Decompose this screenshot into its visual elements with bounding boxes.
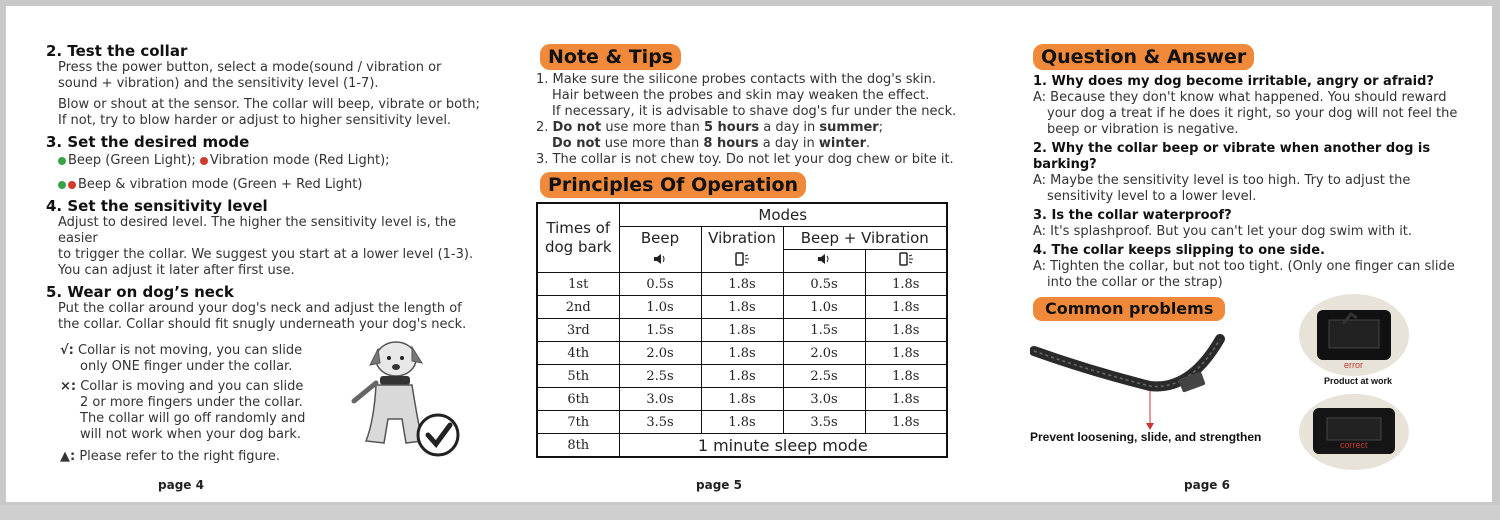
timing-cell: 1.5s xyxy=(619,319,701,342)
operation-rows xyxy=(537,273,947,434)
row-label: 6th xyxy=(537,388,619,411)
text-span: Please refer to the right figure. xyxy=(79,449,280,464)
operation-title: Principles Of Operation xyxy=(540,172,806,198)
timing-cell: 1.8s xyxy=(865,319,947,342)
header-times xyxy=(537,203,619,273)
page-number: page 5 xyxy=(696,478,742,492)
text-line: sound + vibration) and the sensitivity level (1-7). xyxy=(58,76,379,91)
text-span: Beep & vibration mode (Green + Red Light) xyxy=(78,177,363,192)
text-span: 8 hours xyxy=(703,136,759,151)
header-beep: Beep xyxy=(619,227,701,250)
dog-collar-illustration xyxy=(336,331,466,461)
timing-cell: 1.8s xyxy=(865,411,947,434)
row-label: 3rd xyxy=(537,319,619,342)
triangle-icon: ▲: xyxy=(60,449,76,464)
table-row xyxy=(537,388,947,411)
manual-spread xyxy=(6,6,1492,502)
text-line: Blow or shout at the sensor. The collar will beep, vibrate or both; xyxy=(58,97,480,112)
timing-cell: 1.8s xyxy=(865,342,947,365)
text-line: Put the collar around your dog's neck and adjust the length of xyxy=(58,301,462,316)
timing-cell: 1.8s xyxy=(701,365,783,388)
timing-cell: 2.0s xyxy=(619,342,701,365)
text-line: The collar will go off randomly and xyxy=(80,411,306,426)
timing-cell: 1.8s xyxy=(865,365,947,388)
text-line: Adjust to desired level. The higher the sensitivity level is, the easier xyxy=(58,215,457,246)
page-number: page 6 xyxy=(1184,478,1230,492)
notes-title: Note & Tips xyxy=(540,44,681,70)
timing-cell: 3.0s xyxy=(783,388,865,411)
answer-4: A: Tighten the collar, but not too tight. (Only one finger can slide into the collar or the strap) xyxy=(1033,259,1455,290)
row-label: 7th xyxy=(537,411,619,434)
fit-refer xyxy=(60,449,316,465)
table-row xyxy=(537,273,947,296)
text-line: will not work when your dog bark. xyxy=(80,427,302,442)
header-modes: Modes xyxy=(619,203,947,227)
product-caption: Product at work xyxy=(1324,376,1393,386)
speaker-icon xyxy=(619,250,701,273)
mode-line-1 xyxy=(46,153,486,169)
text-span: Collar is moving and you can slide xyxy=(80,379,304,394)
timing-cell: 1.8s xyxy=(701,342,783,365)
text-span: Beep (Green Light); xyxy=(68,153,200,168)
text-line: the collar. Collar should fit snugly underneath your dog's neck. xyxy=(58,317,467,332)
answer-2: A: Maybe the sensitivity level is too high. Try to adjust the sensitivity level to a lower level. xyxy=(1033,173,1411,204)
note-2-line-2 xyxy=(536,136,976,152)
timing-cell: 2.5s xyxy=(619,365,701,388)
timing-cell: 0.5s xyxy=(783,273,865,296)
section-mode-title: 3. Set the desired mode xyxy=(46,133,250,151)
text-span: Do not xyxy=(552,120,602,135)
page-6 xyxy=(1033,44,1478,321)
text-span: Do not xyxy=(552,136,601,151)
text-span: winter xyxy=(818,136,867,151)
fit-guide xyxy=(46,343,316,465)
fit-wrong xyxy=(60,379,316,395)
text-line: You can adjust it later after first use. xyxy=(58,263,295,278)
row-label: 8th xyxy=(537,434,619,458)
strap-illustration xyxy=(1030,331,1240,431)
timing-cell: 0.5s xyxy=(619,273,701,296)
text-line: 3. The collar is not chew toy. Do not let your dog chew or bite it. xyxy=(536,152,954,167)
speaker-icon xyxy=(783,250,865,273)
text-span: a day in xyxy=(758,136,819,151)
text-span: Collar is not moving, you can slide xyxy=(78,343,303,358)
timing-cell: 1.8s xyxy=(701,296,783,319)
text-span: Times of dog bark xyxy=(544,219,612,256)
error-label: error xyxy=(1344,360,1364,370)
timing-cell: 1.8s xyxy=(701,273,783,296)
timing-cell: 1.8s xyxy=(865,388,947,411)
text-span: 5 hours xyxy=(703,120,760,135)
timing-cell: 1.8s xyxy=(701,388,783,411)
timing-cell: 3.5s xyxy=(783,411,865,434)
text-span: use more than xyxy=(600,136,704,151)
strap-caption: Prevent loosening, slide, and strengthen xyxy=(1030,430,1262,444)
page-number: page 4 xyxy=(158,478,204,492)
correct-label: correct xyxy=(1340,440,1368,450)
question-3: 3. Is the collar waterproof? xyxy=(1033,208,1232,223)
text-span: 2. xyxy=(536,120,553,135)
section-sensitivity-title: 4. Set the sensitivity level xyxy=(46,197,268,215)
row-label: 4th xyxy=(537,342,619,365)
section-wear-title: 5. Wear on dog’s neck xyxy=(46,283,234,301)
common-problems-title: Common problems xyxy=(1033,297,1225,321)
red-light-icon xyxy=(68,181,76,189)
timing-cell: 3.0s xyxy=(619,388,701,411)
row-label: 2nd xyxy=(537,296,619,319)
timing-cell: 1.0s xyxy=(619,296,701,319)
table-row xyxy=(537,296,947,319)
answer-3: A: It's splashproof. But you can't let your dog swim with it. xyxy=(1033,224,1413,239)
table-row xyxy=(537,411,947,434)
timing-cell: 1.8s xyxy=(865,296,947,319)
vibration-icon xyxy=(865,250,947,273)
red-light-icon xyxy=(200,157,208,165)
text-span: Vibration mode (Red Light); xyxy=(209,153,390,168)
header-beep-vibration: Beep + Vibration xyxy=(783,227,947,250)
table-row xyxy=(537,365,947,388)
qa-title: Question & Answer xyxy=(1033,44,1254,70)
answer-1: A: Because they don't know what happened. You should reward your dog a treat if he does it right, so your dog will not feel the beep or vibration is negative. xyxy=(1033,90,1458,137)
text-line: 2 or more fingers under the collar. xyxy=(80,395,303,410)
question-4: 4. The collar keeps slipping to one side. xyxy=(1033,243,1325,258)
table-row xyxy=(537,342,947,365)
check-icon: √: xyxy=(60,343,74,358)
text-line: only ONE finger under the collar. xyxy=(80,359,293,374)
timing-cell: 1.8s xyxy=(701,319,783,342)
table-row xyxy=(537,319,947,342)
question-2: 2. Why the collar beep or vibrate when another dog is barking? xyxy=(1033,141,1431,172)
vibration-icon xyxy=(701,250,783,273)
operation-table xyxy=(536,202,948,458)
section-test-collar-title: 2. Test the collar xyxy=(46,42,188,60)
text-span: use more than xyxy=(601,120,704,135)
mode-line-2 xyxy=(46,177,486,193)
row-label: 1st xyxy=(537,273,619,296)
timing-cell: 1.0s xyxy=(783,296,865,319)
fit-correct xyxy=(60,343,316,359)
timing-cell: 1.8s xyxy=(865,273,947,296)
text-span: . xyxy=(866,136,871,151)
green-light-icon xyxy=(58,181,66,189)
text-span: a day in xyxy=(759,120,820,135)
scan-edge xyxy=(0,505,1500,520)
text-line: If necessary, it is advisable to shave dog's fur under the neck. xyxy=(552,104,957,119)
note-2-line-1 xyxy=(536,120,976,136)
question-1: 1. Why does my dog become irritable, angry or afraid? xyxy=(1033,74,1434,89)
sleep-mode-cell: 1 minute sleep mode xyxy=(619,434,947,458)
timing-cell: 3.5s xyxy=(619,411,701,434)
header-vibration: Vibration xyxy=(701,227,783,250)
timing-cell: 2.5s xyxy=(783,365,865,388)
text-span: ; xyxy=(878,120,884,135)
page-5 xyxy=(536,44,976,458)
text-line: Press the power button, select a mode(sound / vibration or xyxy=(58,60,442,75)
text-line: If not, try to blow harder or adjust to higher sensitivity level. xyxy=(58,113,452,128)
text-line: Hair between the probes and skin may weaken the effect. xyxy=(552,88,930,103)
correct-photo xyxy=(1299,394,1409,470)
text-line: to trigger the collar. We suggest you start at a lower level (1-3). xyxy=(58,247,474,262)
row-label: 5th xyxy=(537,365,619,388)
cross-icon: ×: xyxy=(60,379,77,394)
timing-cell: 2.0s xyxy=(783,342,865,365)
green-light-icon xyxy=(58,157,66,165)
timing-cell: 1.8s xyxy=(701,411,783,434)
text-span: summer xyxy=(819,120,879,135)
timing-cell: 1.5s xyxy=(783,319,865,342)
text-line: 1. Make sure the silicone probes contacts with the dog's skin. xyxy=(536,72,937,87)
